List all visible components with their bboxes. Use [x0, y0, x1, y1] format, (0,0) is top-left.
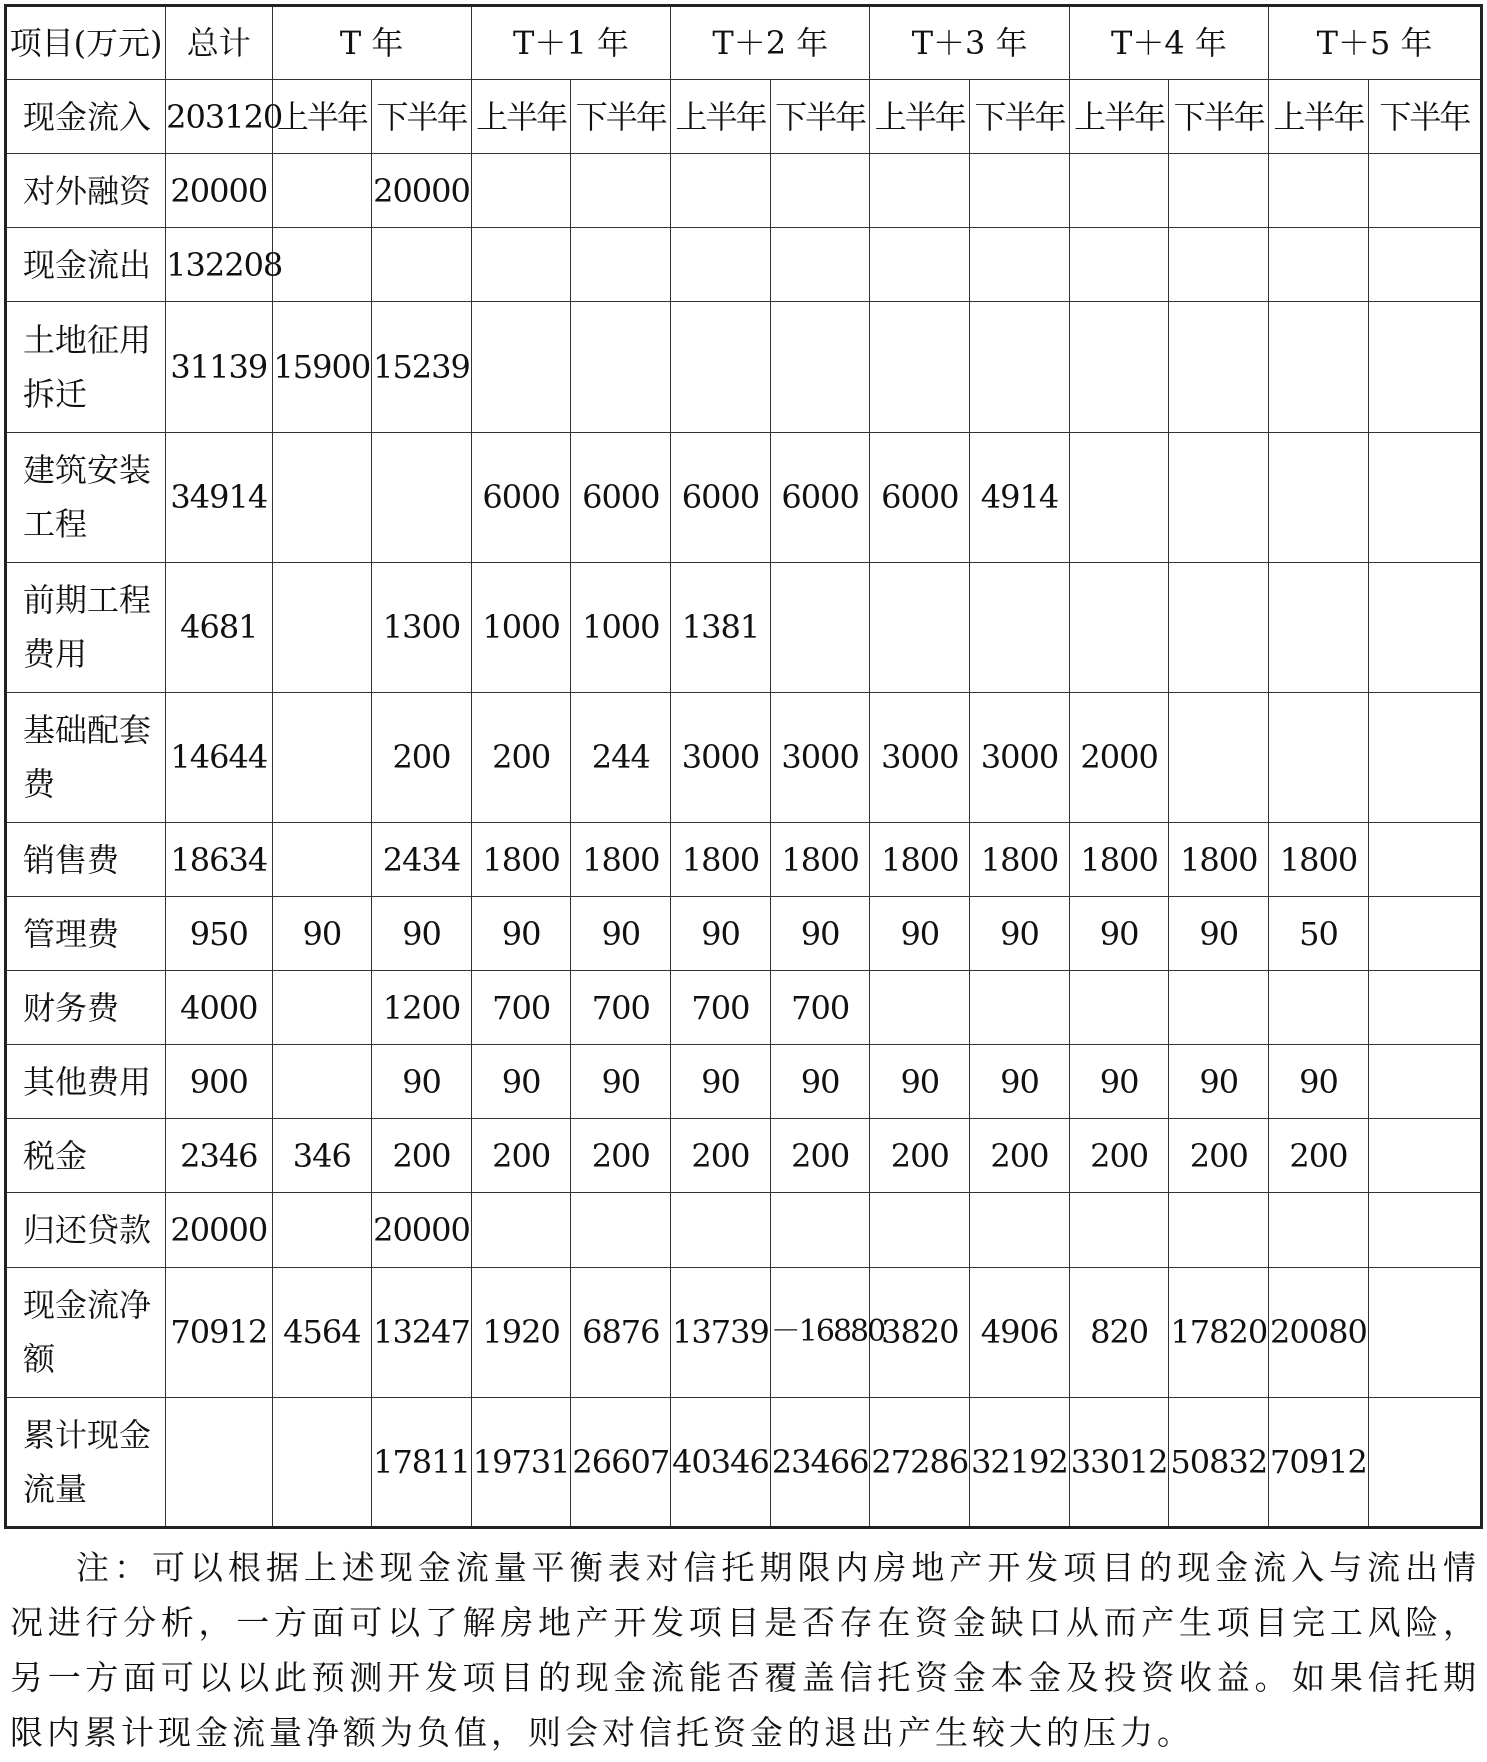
table-cell	[1368, 302, 1481, 432]
table-cell	[1368, 154, 1481, 228]
row-label: 销售费	[6, 823, 166, 897]
table-cell: 6000	[770, 432, 870, 562]
row-label: 现金流出	[6, 228, 166, 302]
table-cell	[272, 1397, 372, 1527]
table-cell: 6000	[870, 432, 970, 562]
table-cell: 90	[1169, 897, 1269, 971]
table-cell: －16880	[770, 1267, 870, 1397]
table-cell	[1368, 1267, 1481, 1397]
table-cell	[1368, 1119, 1481, 1193]
half-year-label: 下半年	[970, 80, 1070, 154]
table-cell: 1920	[471, 1267, 571, 1397]
table-cell	[372, 228, 472, 302]
header-item: 项目(万元)	[6, 6, 166, 80]
table-cell	[471, 228, 571, 302]
half-year-label: 上半年	[870, 80, 970, 154]
row-total	[166, 1397, 272, 1527]
table-cell	[970, 228, 1070, 302]
half-year-label: 上半年	[1269, 80, 1369, 154]
table-cell	[671, 302, 771, 432]
table-cell: 200	[770, 1119, 870, 1193]
table-cell: 15239	[372, 302, 472, 432]
table-cell: 700	[471, 971, 571, 1045]
header-year-t: T 年	[272, 6, 471, 80]
table-cell	[1169, 1193, 1269, 1267]
table-row	[6, 80, 1482, 154]
row-label: 现金流净额	[6, 1267, 166, 1397]
table-cell: 200	[471, 1119, 571, 1193]
table-cell: 6000	[471, 432, 571, 562]
table-cell: 1800	[671, 823, 771, 897]
header-total: 总计	[166, 6, 272, 80]
table-cell	[1169, 971, 1269, 1045]
half-year-label: 下半年	[770, 80, 870, 154]
row-label: 税金	[6, 1119, 166, 1193]
table-cell: 13247	[372, 1267, 472, 1397]
table-cell	[1269, 562, 1369, 692]
table-cell: 19731	[471, 1397, 571, 1527]
header-year-t2: T＋2 年	[671, 6, 870, 80]
row-label: 归还贷款	[6, 1193, 166, 1267]
table-cell: 4914	[970, 432, 1070, 562]
table-cell	[1169, 228, 1269, 302]
table-cell: 700	[770, 971, 870, 1045]
half-year-label: 上半年	[671, 80, 771, 154]
table-cell	[1368, 897, 1481, 971]
table-cell	[272, 823, 372, 897]
table-cell: 20080	[1269, 1267, 1369, 1397]
table-cell	[571, 154, 671, 228]
table-cell	[1269, 228, 1369, 302]
table-row	[6, 154, 1482, 228]
table-row	[6, 1267, 1482, 1397]
table-cell	[770, 1193, 870, 1267]
table-cell	[870, 228, 970, 302]
row-total: 4681	[166, 562, 272, 692]
table-cell	[471, 154, 571, 228]
table-cell	[770, 562, 870, 692]
table-cell	[272, 971, 372, 1045]
row-label: 累计现金流量	[6, 1397, 166, 1527]
table-cell: 20000	[372, 154, 472, 228]
table-cell: 346	[272, 1119, 372, 1193]
table-cell	[970, 302, 1070, 432]
table-row	[6, 562, 1482, 692]
row-total: 34914	[166, 432, 272, 562]
table-cell: 200	[1069, 1119, 1169, 1193]
table-cell	[970, 971, 1070, 1045]
table-cell	[1368, 971, 1481, 1045]
table-cell: 1381	[671, 562, 771, 692]
table-cell: 15900	[272, 302, 372, 432]
table-cell	[1069, 971, 1169, 1045]
row-total: 18634	[166, 823, 272, 897]
table-cell: 700	[571, 971, 671, 1045]
table-cell: 244	[571, 692, 671, 822]
table-cell: 70912	[1269, 1397, 1369, 1527]
table-cell	[1069, 154, 1169, 228]
table-cell	[1069, 562, 1169, 692]
row-total: 20000	[166, 154, 272, 228]
table-cell: 3820	[870, 1267, 970, 1397]
header-year-t1: T＋1 年	[471, 6, 670, 80]
table-cell	[1269, 1193, 1369, 1267]
table-cell: 90	[870, 897, 970, 971]
table-cell	[1368, 432, 1481, 562]
table-cell: 2434	[372, 823, 472, 897]
half-year-label: 上半年	[272, 80, 372, 154]
table-cell: 4564	[272, 1267, 372, 1397]
header-year-t3: T＋3 年	[870, 6, 1069, 80]
table-cell	[1368, 692, 1481, 822]
table-cell	[1368, 1397, 1481, 1527]
row-label: 其他费用	[6, 1045, 166, 1119]
table-cell: 90	[870, 1045, 970, 1119]
table-cell: 3000	[671, 692, 771, 822]
table-cell: 90	[1069, 897, 1169, 971]
table-cell: 3000	[870, 692, 970, 822]
table-cell	[1269, 302, 1369, 432]
table-cell: 200	[870, 1119, 970, 1193]
row-label: 现金流入	[6, 80, 166, 154]
table-cell	[471, 302, 571, 432]
table-cell	[671, 228, 771, 302]
table-cell	[870, 1193, 970, 1267]
table-cell	[1069, 1193, 1169, 1267]
table-cell: 820	[1069, 1267, 1169, 1397]
table-cell: 1200	[372, 971, 472, 1045]
table-cell	[870, 562, 970, 692]
table-cell	[471, 1193, 571, 1267]
table-cell: 90	[770, 897, 870, 971]
row-total: 203120	[166, 80, 272, 154]
table-cell: 2000	[1069, 692, 1169, 822]
table-cell: 1800	[970, 823, 1070, 897]
table-cell	[272, 1045, 372, 1119]
table-cell: 90	[571, 1045, 671, 1119]
table-cell: 26607	[571, 1397, 671, 1527]
table-cell	[870, 971, 970, 1045]
table-cell	[970, 154, 1070, 228]
table-cell	[1169, 154, 1269, 228]
table-cell	[571, 228, 671, 302]
table-row	[6, 432, 1482, 562]
table-cell: 90	[970, 897, 1070, 971]
table-cell: 90	[1269, 1045, 1369, 1119]
table-cell: 700	[671, 971, 771, 1045]
half-year-label: 上半年	[471, 80, 571, 154]
table-cell: 200	[571, 1119, 671, 1193]
table-cell: 1800	[870, 823, 970, 897]
table-cell	[272, 432, 372, 562]
row-label: 对外融资	[6, 154, 166, 228]
table-cell: 200	[970, 1119, 1070, 1193]
table-cell: 90	[471, 897, 571, 971]
row-total: 31139	[166, 302, 272, 432]
table-cell: 1800	[770, 823, 870, 897]
table-cell: 50	[1269, 897, 1369, 971]
table-cell: 17811	[372, 1397, 472, 1527]
table-cell	[1269, 432, 1369, 562]
half-year-label: 下半年	[1169, 80, 1269, 154]
table-cell	[671, 154, 771, 228]
table-cell: 90	[1069, 1045, 1169, 1119]
table-cell: 40346	[671, 1397, 771, 1527]
table-cell: 50832	[1169, 1397, 1269, 1527]
table-cell	[1169, 692, 1269, 822]
table-row	[6, 823, 1482, 897]
table-cell	[671, 1193, 771, 1267]
table-cell: 200	[372, 692, 472, 822]
table-cell	[1169, 562, 1269, 692]
half-year-label: 下半年	[372, 80, 472, 154]
table-cell: 200	[1169, 1119, 1269, 1193]
table-cell: 90	[671, 897, 771, 971]
table-cell: 200	[671, 1119, 771, 1193]
table-cell: 23466	[770, 1397, 870, 1527]
table-cell: 90	[272, 897, 372, 971]
table-cell	[1169, 432, 1269, 562]
table-cell: 90	[671, 1045, 771, 1119]
table-cell: 90	[1169, 1045, 1269, 1119]
table-row	[6, 228, 1482, 302]
row-label: 管理费	[6, 897, 166, 971]
table-cell: 1800	[1269, 823, 1369, 897]
table-cell: 6876	[571, 1267, 671, 1397]
table-cell: 200	[1269, 1119, 1369, 1193]
table-cell: 17820	[1169, 1267, 1269, 1397]
table-cell: 32192	[970, 1397, 1070, 1527]
table-note: 注：可以根据上述现金流量平衡表对信托期限内房地产开发项目的现金流入与流出情况进行分析，一方面可以了解房地产开发项目是否存在资金缺口从而产生项目完工风险，另一方面可以以此预测开发项目的现金流能否覆盖信托资金本金及投资收益。如果信托期限内累计现金流量净额为负值，则会对信托资金的退出产生较大的压力。	[10, 1548, 1480, 1752]
table-row	[6, 1119, 1482, 1193]
table-cell: 1800	[471, 823, 571, 897]
table-cell	[970, 1193, 1070, 1267]
table-row	[6, 1193, 1482, 1267]
table-cell: 90	[571, 897, 671, 971]
table-cell: 3000	[770, 692, 870, 822]
table-cell	[1368, 562, 1481, 692]
table-cell	[1368, 1045, 1481, 1119]
table-cell: 90	[970, 1045, 1070, 1119]
header-year-t4: T＋4 年	[1069, 6, 1268, 80]
table-cell	[1368, 823, 1481, 897]
half-year-label: 下半年	[1368, 80, 1481, 154]
table-cell: 1300	[372, 562, 472, 692]
row-total: 900	[166, 1045, 272, 1119]
table-cell: 200	[372, 1119, 472, 1193]
table-cell	[770, 154, 870, 228]
row-total: 14644	[166, 692, 272, 822]
table-cell	[1169, 302, 1269, 432]
row-total: 4000	[166, 971, 272, 1045]
table-cell	[272, 1193, 372, 1267]
table-cell	[272, 692, 372, 822]
table-cell	[970, 562, 1070, 692]
row-total: 950	[166, 897, 272, 971]
table-cell	[272, 154, 372, 228]
table-cell	[1269, 692, 1369, 822]
row-total: 20000	[166, 1193, 272, 1267]
row-total: 70912	[166, 1267, 272, 1397]
table-row	[6, 897, 1482, 971]
table-cell	[1368, 1193, 1481, 1267]
half-year-label: 下半年	[571, 80, 671, 154]
table-cell: 90	[372, 1045, 472, 1119]
table-cell: 1800	[571, 823, 671, 897]
table-cell: 33012	[1069, 1397, 1169, 1527]
table-cell	[372, 432, 472, 562]
table-cell: 1000	[471, 562, 571, 692]
table-cell	[1269, 971, 1369, 1045]
table-cell: 90	[471, 1045, 571, 1119]
table-cell: 90	[372, 897, 472, 971]
row-total: 132208	[166, 228, 272, 302]
table-row	[6, 1045, 1482, 1119]
table-cell: 1800	[1169, 823, 1269, 897]
table-cell: 20000	[372, 1193, 472, 1267]
header-row	[6, 6, 1482, 80]
table-cell	[870, 154, 970, 228]
header-year-t5: T＋5 年	[1269, 6, 1482, 80]
table-cell: 6000	[571, 432, 671, 562]
table-cell: 6000	[671, 432, 771, 562]
table-cell: 1800	[1069, 823, 1169, 897]
table-cell	[870, 302, 970, 432]
row-label: 建筑安装工程	[6, 432, 166, 562]
table-cell	[1069, 302, 1169, 432]
half-year-label: 上半年	[1069, 80, 1169, 154]
table-cell	[1368, 228, 1481, 302]
table-cell	[1069, 432, 1169, 562]
cash-flow-table	[4, 4, 1483, 1529]
row-label: 基础配套费	[6, 692, 166, 822]
table-cell: 200	[471, 692, 571, 822]
table-cell: 90	[770, 1045, 870, 1119]
table-cell	[1069, 228, 1169, 302]
table-cell	[571, 1193, 671, 1267]
table-row	[6, 692, 1482, 822]
row-label: 土地征用拆迁	[6, 302, 166, 432]
table-cell: 1000	[571, 562, 671, 692]
table-row	[6, 302, 1482, 432]
table-row	[6, 971, 1482, 1045]
table-cell	[770, 228, 870, 302]
table-cell: 4906	[970, 1267, 1070, 1397]
row-label: 前期工程费用	[6, 562, 166, 692]
table-cell	[272, 562, 372, 692]
table-cell	[1269, 154, 1369, 228]
table-cell: 13739	[671, 1267, 771, 1397]
table-cell: 3000	[970, 692, 1070, 822]
table-cell	[770, 302, 870, 432]
table-row	[6, 1397, 1482, 1527]
row-total: 2346	[166, 1119, 272, 1193]
table-cell: 27286	[870, 1397, 970, 1527]
row-label: 财务费	[6, 971, 166, 1045]
table-cell	[272, 228, 372, 302]
table-cell	[571, 302, 671, 432]
